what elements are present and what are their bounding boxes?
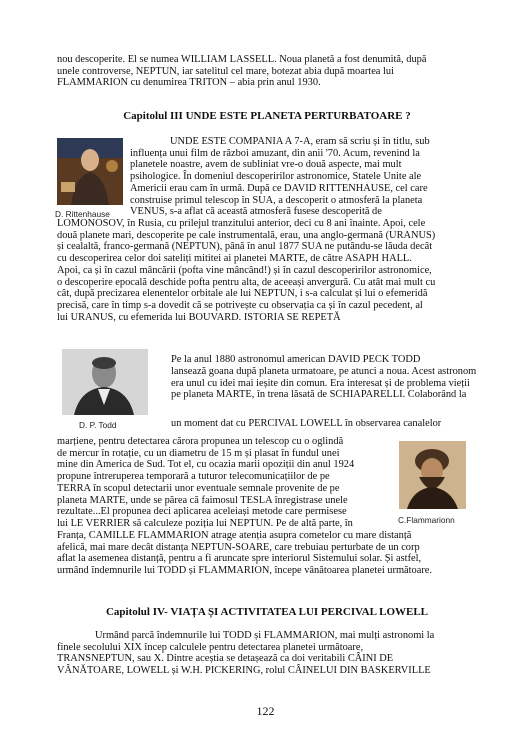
text-line: UNDE ESTE COMPANIA A 7-A, eram să scriu și în titlu, sub: [170, 136, 430, 147]
text-line: două planete mari, descoperite pe cale instrumentală, erau, una anglo-germană (URANUS): [57, 229, 436, 241]
text-line: LOMONOSOV, în Rusia, cu prilejul tranzitului anterior, deci cu 8 ani înainte. Apoi, cele: [57, 218, 426, 229]
text-line: era unul cu idei mai ieșite din comun. Era interesat și de problema vieții: [171, 377, 470, 389]
text-line: Americii erau cam în urmă. După ce DAVID RITTENHAUSE, cel care: [130, 182, 428, 194]
text-line: construise primul telescop în SUA, a descoperit o atmosferă la planeta: [130, 194, 423, 206]
intro-paragraph: [57, 54, 477, 89]
text-line: urmând îndemnurile lui TODD și FLAMMARION, începe vânătoarea planetei următoare.: [57, 565, 433, 577]
text-line: Pe la anul 1880 astronomul american DAVID PECK TODD: [171, 354, 421, 365]
text-line: nou descoperite. El se numea WILLIAM LASSELL. Noua planetă a fost denumită, după: [57, 54, 427, 65]
caption-flammarion: C.Flammarionn: [398, 515, 455, 525]
text-line: propune întreruperea temporară a tuturor telecomunicațiilor de pe: [57, 471, 330, 483]
caption-rittenhause: D. Rittenhause: [55, 209, 110, 219]
text-line: TERRA în scopul detectarii unor eventuale semnale provenite de pe: [57, 482, 340, 494]
text-line: psihologice. În domeniul descoperirilor astronomice, Statele Unite ale: [130, 171, 422, 183]
text-line: un moment dat cu PERCIVAL LOWELL în observarea canalelor: [171, 418, 442, 429]
text-line: finele secolului XIX încep calculele pentru detectarea planetei următoare,: [57, 641, 364, 653]
caption-todd: D. P. Todd: [79, 420, 117, 430]
text-line: influența unui film de război amuzant, din anii '70. Acum, revenind la: [130, 147, 420, 159]
text-line: și cealaltă, franco-germană (NEPTUN), până în anul 1877 SUA ne putându-se lăuda decât: [57, 241, 433, 253]
text-line: marțiene, pentru detectarea cărora propunea un telescop cu o oglindă: [57, 436, 344, 447]
text-line: o descoperire epocală deschide pofta pentru alta, de aceeași anvergură. Cu atât mai mult cu: [57, 276, 436, 288]
text-line: Apoi, ca și în cazul mâncării (pofta vine mâncând!) și în cazul descoperirilor astronomice,: [57, 264, 432, 276]
text-line: lui URANUS, cu efemerida lui BOUVARD. ISTORIA SE REPETĂ: [57, 311, 341, 323]
text-line: Urmând parcă îndemnurile lui TODD și FLAMMARION, mai mulți astronomi la: [95, 630, 435, 641]
paragraph-2-bottom: [57, 530, 477, 577]
paragraph-1-wrapped: [130, 136, 477, 218]
paragraph-2-flammarion-wrap: [57, 436, 387, 530]
text-line: mine din America de Sud. Tot el, cu ocazia marii opoziții din anul 1924: [57, 459, 355, 471]
text-line: afelică, mai mare decât distanța NEPTUN-SOARE, care trebuiau perturbate de un corp: [57, 541, 420, 553]
text-line: VÂNĂTOARE, LOWELL și W.H. PICKERING, rolul CÂINELUI DIN BASKERVILLE: [57, 665, 431, 677]
paragraph-2-mid: [171, 418, 477, 430]
text-line: precisă, care în timp s-a dovedit că se potrivește cu observația ca și în cazul pecedent, al: [57, 299, 423, 311]
rittenhause-photo: [57, 138, 123, 205]
text-line: rezultate...El propunea deci aplicarea aceleiași metode care permisese: [57, 506, 347, 518]
text-line: cu descoperirea celor doi sateliți mititei ai planetei MARTE, de către ASAPH HALL.: [57, 253, 412, 265]
text-line: aflat la asemenea distanță, pentru a fi aruncate spre interiorul Sistemului solar. Și astfel,: [57, 553, 422, 565]
text-line: VENUS, s-a aflat că această atmosferă fusese descoperită de: [130, 206, 382, 218]
text-line: unele controverse, NEPTUN, iar satelitul cel mare, botezat abia după moartea lui: [57, 65, 394, 77]
todd-photo: [62, 349, 148, 415]
paragraph-2-top: [171, 354, 477, 366]
text-line: cât, după precizarea elenentelor orbitale ale lui NEPTUN, i s-a calculat și lui o efemeridă: [57, 288, 428, 300]
chapter4-title: Capitolul IV- VIAȚA ȘI ACTIVITATEA LUI PERCIVAL LOWELL: [105, 606, 429, 618]
text-line: lui LE VERRIER să calculeze poziția lui NEPTUN. Pe de altă parte, în: [57, 517, 353, 529]
chapter3-title: Capitolul III UNDE ESTE PLANETA PERTURBATOARE ?: [123, 110, 411, 122]
page-number: 122: [256, 704, 275, 718]
paragraph-2-top-cont: [171, 366, 477, 401]
paragraph-1: [57, 218, 477, 323]
text-line: TRANSNEPTUN, sau X. Dintre aceștia se detașează ca doi veritabili CÂINI DE: [57, 653, 394, 665]
text-line: planeta MARTE, unde se părea că faimosul TESLA înregistrase unele: [57, 494, 348, 506]
text-line: planetele noastre, avem de subliniat vre-o două aspecte, mai mult: [130, 159, 402, 171]
paragraph-3: [57, 630, 477, 677]
text-line: pe planeta MARTE, în trena lăsată de SCHIAPARELLI. Colaborând la: [171, 389, 467, 401]
text-line: FLAMMARION cu denumirea TRITON – abia prin anul 1930.: [57, 77, 321, 89]
flammarion-photo: [399, 441, 466, 509]
text-line: lansează goana după planeta urmatoare, pe atunci a noua. Acest astronom: [171, 366, 477, 377]
text-line: de mercur în rotație, cu un diametru de 15 m și plasat în fundul unei: [57, 447, 340, 459]
text-line: Franța, CAMILLE FLAMMARION atrage atenția asupra cometelor cu mare distanță: [57, 530, 412, 541]
